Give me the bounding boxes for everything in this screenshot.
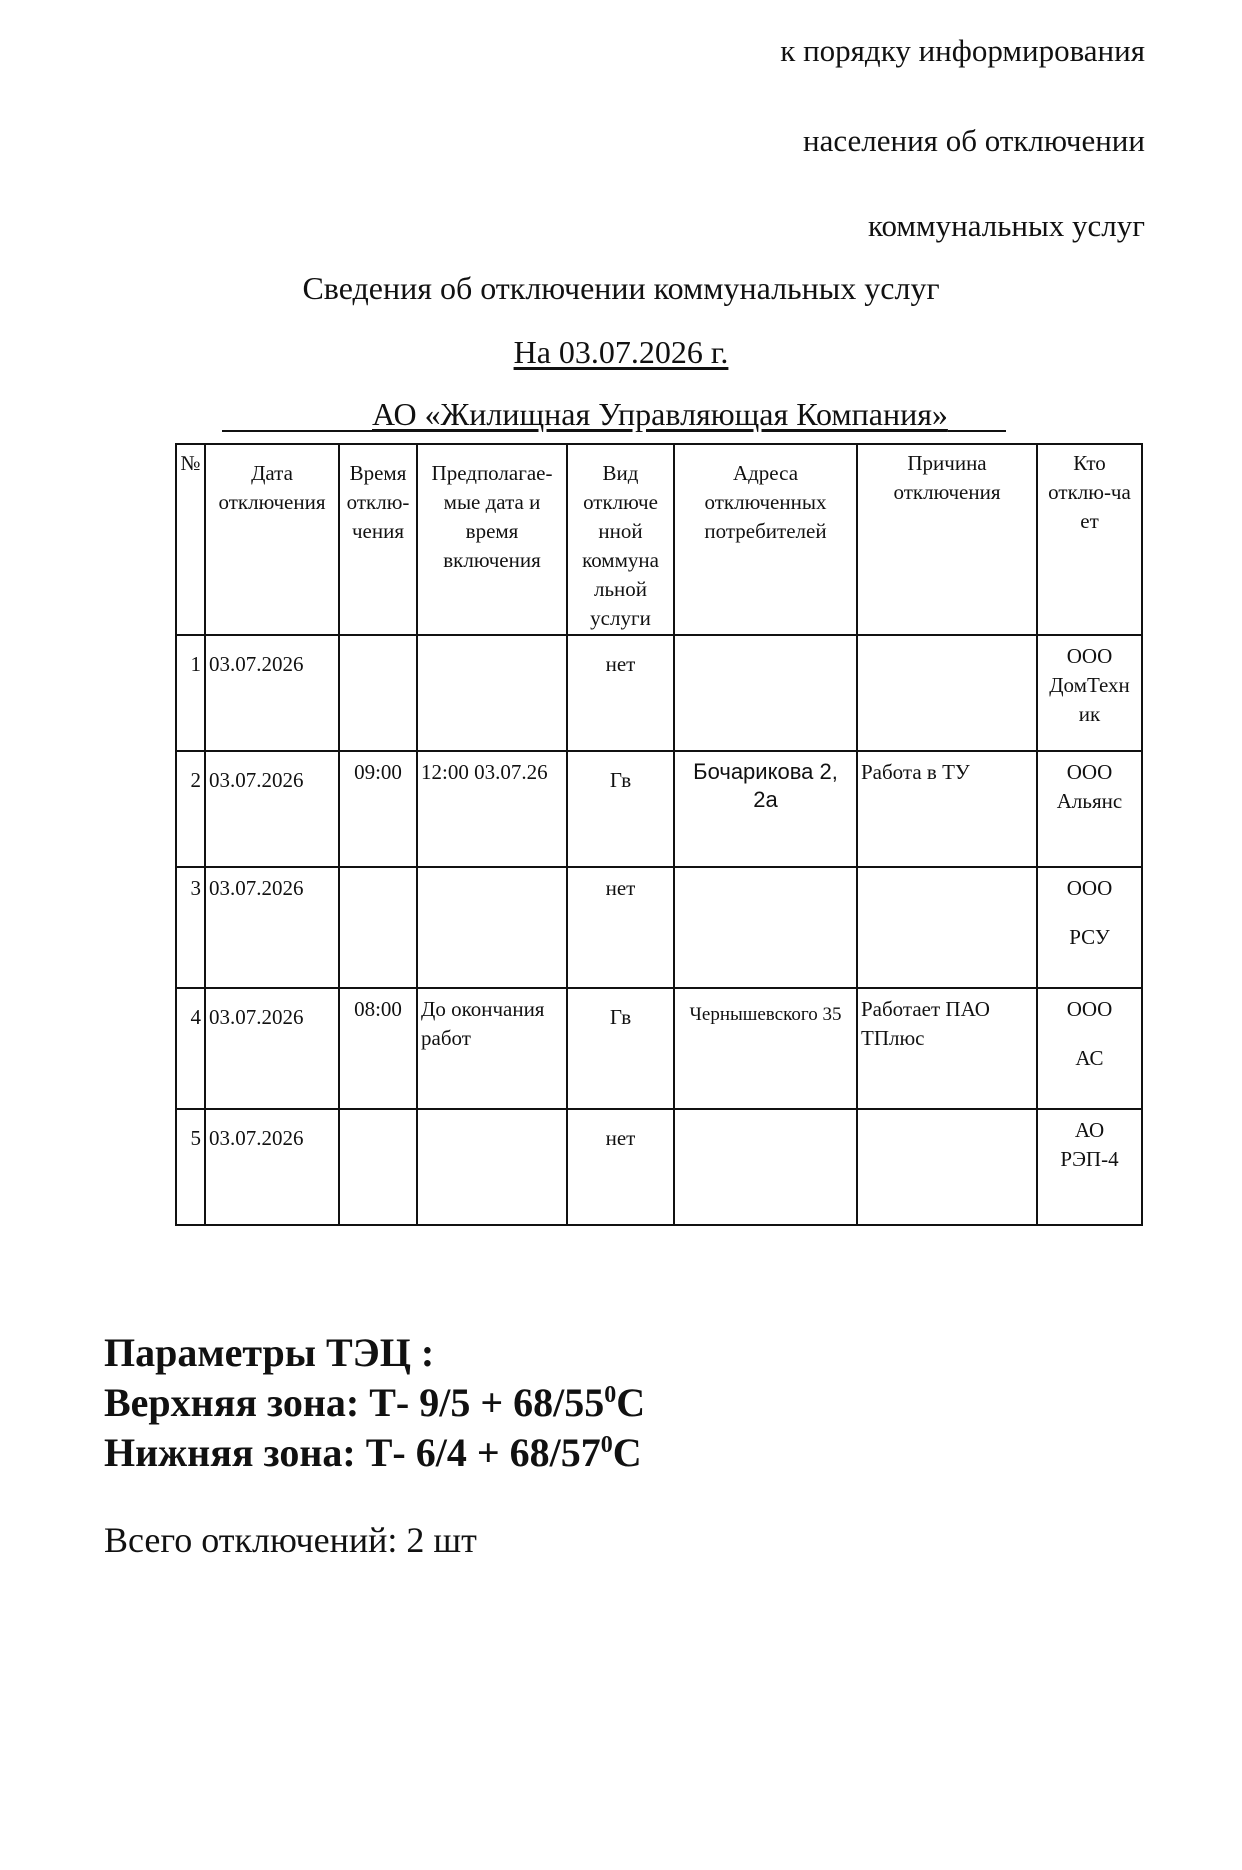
table-row (176, 867, 1142, 988)
row-expected-on (417, 867, 567, 988)
row-reason: Работает ПАО ТПлюс (857, 988, 1037, 1109)
organization-name: АО «Жилищная Управляющая Компания» (372, 396, 948, 432)
col-who: Кто отклю-ча ет (1037, 444, 1142, 635)
outage-table (175, 443, 1143, 1226)
col-date: Дата отключения (205, 444, 339, 635)
lower-zone-text: Нижняя зона: Т- 6/4 + 68/57 (104, 1430, 601, 1475)
row-addresses: Бочарикова 2, 2а (674, 751, 857, 867)
table-row (176, 1109, 1142, 1225)
table-row (176, 988, 1142, 1109)
row-who (1037, 988, 1142, 1109)
lower-zone-degree: 0 (600, 1432, 613, 1458)
params-heading: Параметры ТЭЦ : (104, 1330, 435, 1375)
row-who: ООО Альянс (1037, 751, 1142, 867)
row-service-type: Гв (567, 988, 674, 1109)
total-outages: Всего отключений: 2 шт (104, 1520, 477, 1560)
row-addresses (674, 1109, 857, 1225)
col-service-type: Вид отключе нной коммуна льной услуги (567, 444, 674, 635)
row-date: 03.07.2026 (205, 635, 339, 751)
row-time-off (339, 1109, 417, 1225)
row-service-type: Гв (567, 751, 674, 867)
row-time-off: 09:00 (339, 751, 417, 867)
row-date: 03.07.2026 (205, 751, 339, 867)
col-num: № (176, 444, 205, 635)
row-service-type: нет (567, 1109, 674, 1225)
row-who: АО РЭП-4 (1037, 1109, 1142, 1225)
row-reason (857, 1109, 1037, 1225)
row-addresses (674, 867, 857, 988)
row-reason: Работа в ТУ (857, 751, 1037, 867)
header-line-2: населения об отключении (803, 123, 1145, 158)
date-line (0, 336, 1242, 368)
row-time-off (339, 635, 417, 751)
row-date: 03.07.2026 (205, 1109, 339, 1225)
row-addresses: Чернышевского 35 (674, 988, 857, 1109)
table-row (176, 635, 1142, 751)
upper-zone-unit: С (616, 1380, 646, 1425)
params-upper-zone (104, 1378, 645, 1428)
row-reason (857, 867, 1037, 988)
row-who: ООО ДомТехн ик (1037, 635, 1142, 751)
org-underline-right (948, 398, 1006, 432)
row-num: 2 (176, 751, 205, 867)
row-num: 1 (176, 635, 205, 751)
organization-line (222, 398, 1006, 432)
row-num: 5 (176, 1109, 205, 1225)
row-service-type: нет (567, 867, 674, 988)
table-header-row (176, 444, 1142, 635)
row-service-type: нет (567, 635, 674, 751)
params-lower-zone (104, 1428, 645, 1478)
row-who-line-2: РСУ (1069, 925, 1110, 949)
upper-zone-text: Верхняя зона: Т- 9/5 + 68/55 (104, 1380, 605, 1425)
col-addresses: Адреса отключенных потребителей (674, 444, 857, 635)
row-expected-on: До окончания работ (417, 988, 567, 1109)
row-expected-on (417, 1109, 567, 1225)
col-time-off: Время отклю-чения (339, 444, 417, 635)
upper-zone-degree: 0 (604, 1382, 617, 1408)
date-line-text: На 03.07.2026 г. (513, 334, 729, 370)
header-line-3: коммунальных услуг (868, 208, 1145, 243)
row-date: 03.07.2026 (205, 867, 339, 988)
row-time-off: 08:00 (339, 988, 417, 1109)
row-reason (857, 635, 1037, 751)
row-expected-on: 12:00 03.07.26 (417, 751, 567, 867)
table-row (176, 751, 1142, 867)
document-title: Сведения об отключении коммунальных услуг (302, 270, 940, 306)
col-expected-on: Предполагае-мые дата и время включения (417, 444, 567, 635)
row-addresses (674, 635, 857, 751)
row-who (1037, 867, 1142, 988)
chp-parameters (104, 1328, 645, 1478)
row-who-line-2: АС (1075, 1046, 1104, 1070)
row-date: 03.07.2026 (205, 988, 339, 1109)
row-num: 4 (176, 988, 205, 1109)
row-time-off (339, 867, 417, 988)
row-expected-on (417, 635, 567, 751)
row-who-line-1: ООО (1066, 876, 1113, 900)
row-who-line-1: ООО (1066, 997, 1113, 1021)
org-underline-left (222, 398, 372, 432)
col-reason: Причина отключения (857, 444, 1037, 635)
row-num: 3 (176, 867, 205, 988)
lower-zone-unit: С (612, 1430, 642, 1475)
header-line-1: к порядку информирования (780, 33, 1145, 68)
